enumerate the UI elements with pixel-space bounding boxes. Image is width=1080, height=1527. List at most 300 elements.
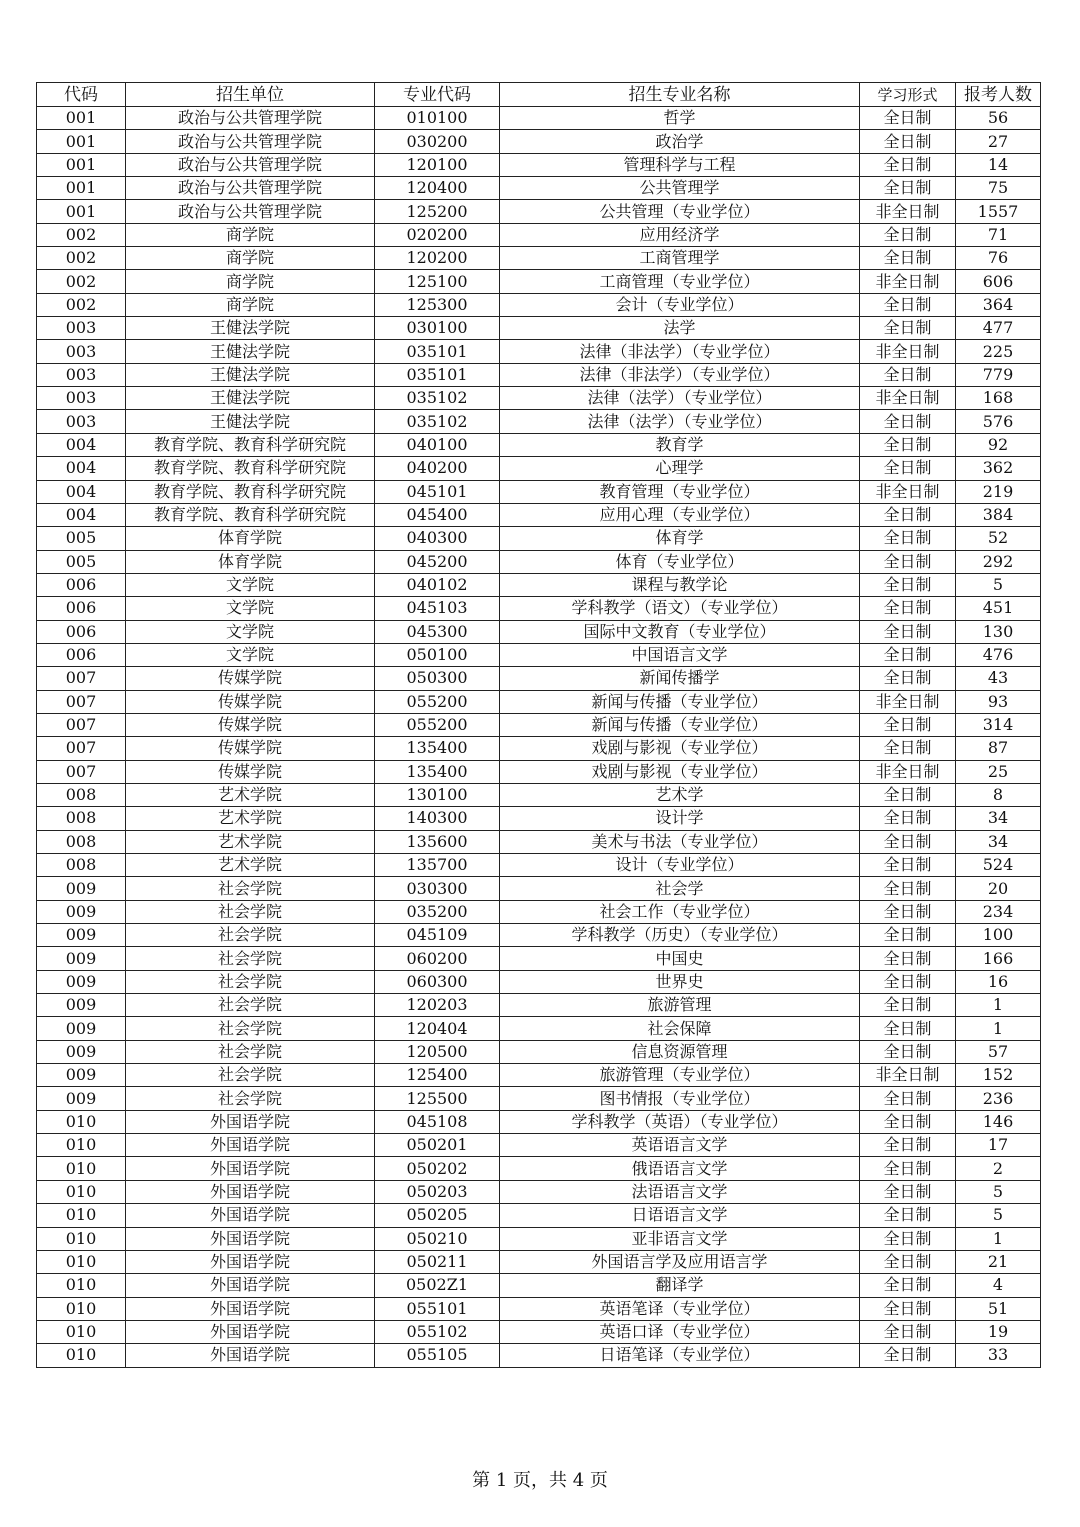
major-name-cell: 公共管理（专业学位） <box>500 200 860 223</box>
applicant-count-cell: 57 <box>956 1040 1041 1063</box>
unit-name-cell: 外国语学院 <box>126 1134 375 1157</box>
unit-name-cell: 政治与公共管理学院 <box>126 200 375 223</box>
major-name-cell: 应用经济学 <box>500 223 860 246</box>
study-mode-cell: 全日制 <box>860 783 956 806</box>
major-code-cell: 120404 <box>375 1017 500 1040</box>
applicant-count-cell: 34 <box>956 830 1041 853</box>
unit-code-cell: 007 <box>37 667 126 690</box>
unit-name-cell: 传媒学院 <box>126 690 375 713</box>
table-row <box>37 573 1041 596</box>
unit-code-cell: 009 <box>37 1017 126 1040</box>
major-code-cell: 055101 <box>375 1297 500 1320</box>
unit-name-cell: 社会学院 <box>126 1017 375 1040</box>
unit-name-cell: 传媒学院 <box>126 737 375 760</box>
major-name-cell: 日语笔译（专业学位） <box>500 1344 860 1367</box>
table-row <box>37 1087 1041 1110</box>
major-name-cell: 中国史 <box>500 947 860 970</box>
study-mode-cell: 全日制 <box>860 924 956 947</box>
unit-code-cell: 009 <box>37 1064 126 1087</box>
major-name-cell: 公共管理学 <box>500 177 860 200</box>
unit-code-cell: 008 <box>37 854 126 877</box>
major-name-cell: 法语语言文学 <box>500 1180 860 1203</box>
applicant-count-cell: 25 <box>956 760 1041 783</box>
unit-code-cell: 009 <box>37 1040 126 1063</box>
study-mode-cell: 全日制 <box>860 1110 956 1133</box>
applicant-count-cell: 576 <box>956 410 1041 433</box>
table-row <box>37 107 1041 130</box>
study-mode-cell: 全日制 <box>860 1297 956 1320</box>
major-name-cell: 戏剧与影视（专业学位） <box>500 760 860 783</box>
major-name-cell: 学科教学（英语）（专业学位） <box>500 1110 860 1133</box>
unit-name-cell: 外国语学院 <box>126 1274 375 1297</box>
unit-code-cell: 007 <box>37 713 126 736</box>
table-row <box>37 900 1041 923</box>
study-mode-cell: 全日制 <box>860 1017 956 1040</box>
unit-code-cell: 010 <box>37 1297 126 1320</box>
table-row <box>37 130 1041 153</box>
unit-code-cell: 010 <box>37 1344 126 1367</box>
applicant-count-cell: 168 <box>956 387 1041 410</box>
applicant-count-cell: 292 <box>956 550 1041 573</box>
unit-code-cell: 004 <box>37 457 126 480</box>
study-mode-cell: 全日制 <box>860 153 956 176</box>
applicant-count-cell: 87 <box>956 737 1041 760</box>
study-mode-cell: 全日制 <box>860 643 956 666</box>
applicant-count-cell: 5 <box>956 1180 1041 1203</box>
table-row <box>37 1204 1041 1227</box>
study-mode-cell: 非全日制 <box>860 340 956 363</box>
study-mode-cell: 全日制 <box>860 1157 956 1180</box>
unit-code-cell: 005 <box>37 527 126 550</box>
study-mode-cell: 全日制 <box>860 713 956 736</box>
major-code-cell: 125400 <box>375 1064 500 1087</box>
applicant-count-cell: 524 <box>956 854 1041 877</box>
major-name-cell: 戏剧与影视（专业学位） <box>500 737 860 760</box>
table-row <box>37 1344 1041 1367</box>
major-code-cell: 120203 <box>375 994 500 1017</box>
unit-name-cell: 政治与公共管理学院 <box>126 153 375 176</box>
study-mode-cell: 全日制 <box>860 410 956 433</box>
major-code-cell: 035101 <box>375 340 500 363</box>
table-header-row <box>37 83 1041 107</box>
unit-name-cell: 外国语学院 <box>126 1344 375 1367</box>
table-row <box>37 854 1041 877</box>
unit-name-cell: 社会学院 <box>126 877 375 900</box>
study-mode-cell: 非全日制 <box>860 480 956 503</box>
unit-name-cell: 商学院 <box>126 247 375 270</box>
applicant-count-cell: 314 <box>956 713 1041 736</box>
major-code-cell: 120200 <box>375 247 500 270</box>
unit-name-cell: 外国语学院 <box>126 1320 375 1343</box>
table-row <box>37 1110 1041 1133</box>
applicant-count-cell: 1 <box>956 1017 1041 1040</box>
major-code-cell: 055102 <box>375 1320 500 1343</box>
unit-code-cell: 006 <box>37 573 126 596</box>
major-name-cell: 新闻与传播（专业学位） <box>500 713 860 736</box>
major-code-cell: 050203 <box>375 1180 500 1203</box>
major-code-cell: 030300 <box>375 877 500 900</box>
unit-code-cell: 010 <box>37 1180 126 1203</box>
applicant-count-cell: 606 <box>956 270 1041 293</box>
applicant-count-cell: 219 <box>956 480 1041 503</box>
study-mode-cell: 全日制 <box>860 1204 956 1227</box>
unit-code-cell: 009 <box>37 994 126 1017</box>
applicant-count-cell: 16 <box>956 970 1041 993</box>
applicant-count-cell: 43 <box>956 667 1041 690</box>
major-name-cell: 设计学 <box>500 807 860 830</box>
major-code-cell: 130100 <box>375 783 500 806</box>
unit-name-cell: 艺术学院 <box>126 854 375 877</box>
table-row <box>37 1297 1041 1320</box>
major-name-cell: 外国语言学及应用语言学 <box>500 1250 860 1273</box>
applicant-count-cell: 476 <box>956 643 1041 666</box>
major-code-cell: 050210 <box>375 1227 500 1250</box>
unit-name-cell: 文学院 <box>126 597 375 620</box>
unit-code-cell: 010 <box>37 1204 126 1227</box>
major-name-cell: 新闻传播学 <box>500 667 860 690</box>
unit-code-cell: 009 <box>37 970 126 993</box>
major-name-cell: 教育学 <box>500 433 860 456</box>
major-name-cell: 翻译学 <box>500 1274 860 1297</box>
table-row <box>37 1134 1041 1157</box>
table-row <box>37 410 1041 433</box>
major-code-cell: 010100 <box>375 107 500 130</box>
applicant-count-cell: 384 <box>956 503 1041 526</box>
applicant-count-cell: 92 <box>956 433 1041 456</box>
table-row <box>37 1157 1041 1180</box>
applicant-count-cell: 236 <box>956 1087 1041 1110</box>
major-code-cell: 050100 <box>375 643 500 666</box>
major-code-cell: 0502Z1 <box>375 1274 500 1297</box>
unit-name-cell: 社会学院 <box>126 924 375 947</box>
major-name-cell: 法律（法学）（专业学位） <box>500 410 860 433</box>
table-row <box>37 433 1041 456</box>
study-mode-cell: 全日制 <box>860 293 956 316</box>
unit-name-cell: 社会学院 <box>126 1040 375 1063</box>
study-mode-cell: 全日制 <box>860 177 956 200</box>
unit-name-cell: 政治与公共管理学院 <box>126 130 375 153</box>
study-mode-cell: 非全日制 <box>860 760 956 783</box>
table-row <box>37 970 1041 993</box>
applicant-count-cell: 1557 <box>956 200 1041 223</box>
applicant-count-cell: 21 <box>956 1250 1041 1273</box>
study-mode-cell: 全日制 <box>860 597 956 620</box>
table-row <box>37 830 1041 853</box>
unit-code-cell: 001 <box>37 107 126 130</box>
major-name-cell: 新闻与传播（专业学位） <box>500 690 860 713</box>
study-mode-cell: 全日制 <box>860 830 956 853</box>
major-name-cell: 世界史 <box>500 970 860 993</box>
major-name-cell: 社会保障 <box>500 1017 860 1040</box>
study-mode-cell: 全日制 <box>860 1087 956 1110</box>
table-row <box>37 527 1041 550</box>
study-mode-cell: 全日制 <box>860 1250 956 1273</box>
unit-name-cell: 社会学院 <box>126 1087 375 1110</box>
major-name-cell: 中国语言文学 <box>500 643 860 666</box>
unit-code-cell: 010 <box>37 1320 126 1343</box>
unit-name-cell: 外国语学院 <box>126 1227 375 1250</box>
unit-name-cell: 文学院 <box>126 620 375 643</box>
unit-code-cell: 006 <box>37 643 126 666</box>
study-mode-cell: 全日制 <box>860 1180 956 1203</box>
study-mode-cell: 全日制 <box>860 1040 956 1063</box>
major-code-cell: 040300 <box>375 527 500 550</box>
table-row <box>37 223 1041 246</box>
applicant-count-cell: 234 <box>956 900 1041 923</box>
major-name-cell: 艺术学 <box>500 783 860 806</box>
major-name-cell: 英语口译（专业学位） <box>500 1320 860 1343</box>
table-row <box>37 1320 1041 1343</box>
table-row <box>37 1227 1041 1250</box>
table-body <box>37 107 1041 1368</box>
major-name-cell: 体育学 <box>500 527 860 550</box>
unit-name-cell: 社会学院 <box>126 947 375 970</box>
study-mode-cell: 非全日制 <box>860 200 956 223</box>
applicant-count-cell: 362 <box>956 457 1041 480</box>
table-row <box>37 1064 1041 1087</box>
applicant-count-cell: 75 <box>956 177 1041 200</box>
table-row <box>37 503 1041 526</box>
unit-code-cell: 002 <box>37 223 126 246</box>
unit-code-cell: 005 <box>37 550 126 573</box>
unit-code-cell: 003 <box>37 340 126 363</box>
study-mode-cell: 全日制 <box>860 1227 956 1250</box>
major-code-cell: 060300 <box>375 970 500 993</box>
unit-name-cell: 社会学院 <box>126 900 375 923</box>
unit-name-cell: 外国语学院 <box>126 1297 375 1320</box>
major-name-cell: 俄语语言文学 <box>500 1157 860 1180</box>
unit-code-cell: 001 <box>37 153 126 176</box>
study-mode-cell: 非全日制 <box>860 270 956 293</box>
table-row <box>37 783 1041 806</box>
study-mode-cell: 全日制 <box>860 247 956 270</box>
unit-name-cell: 商学院 <box>126 293 375 316</box>
major-code-cell: 135700 <box>375 854 500 877</box>
unit-name-cell: 王健法学院 <box>126 387 375 410</box>
major-name-cell: 学科教学（语文）（专业学位） <box>500 597 860 620</box>
unit-code-cell: 003 <box>37 317 126 340</box>
unit-code-cell: 002 <box>37 293 126 316</box>
table-row <box>37 690 1041 713</box>
unit-name-cell: 外国语学院 <box>126 1157 375 1180</box>
unit-name-cell: 文学院 <box>126 573 375 596</box>
applicant-count-cell: 51 <box>956 1297 1041 1320</box>
table-row <box>37 1040 1041 1063</box>
major-name-cell: 政治学 <box>500 130 860 153</box>
major-code-cell: 120500 <box>375 1040 500 1063</box>
major-code-cell: 120100 <box>375 153 500 176</box>
major-name-cell: 法学 <box>500 317 860 340</box>
major-code-cell: 140300 <box>375 807 500 830</box>
unit-code-cell: 003 <box>37 363 126 386</box>
major-name-cell: 信息资源管理 <box>500 1040 860 1063</box>
unit-code-cell: 004 <box>37 433 126 456</box>
unit-name-cell: 文学院 <box>126 643 375 666</box>
unit-name-cell: 体育学院 <box>126 527 375 550</box>
study-mode-cell: 全日制 <box>860 527 956 550</box>
study-mode-cell: 全日制 <box>860 573 956 596</box>
study-mode-cell: 全日制 <box>860 223 956 246</box>
unit-code-cell: 006 <box>37 620 126 643</box>
table-row <box>37 760 1041 783</box>
unit-name-cell: 教育学院、教育科学研究院 <box>126 433 375 456</box>
table-row <box>37 807 1041 830</box>
study-mode-cell: 全日制 <box>860 737 956 760</box>
unit-code-cell: 010 <box>37 1110 126 1133</box>
applicant-count-cell: 17 <box>956 1134 1041 1157</box>
study-mode-cell: 全日制 <box>860 900 956 923</box>
unit-name-cell: 教育学院、教育科学研究院 <box>126 457 375 480</box>
table-row <box>37 1180 1041 1203</box>
major-name-cell: 课程与教学论 <box>500 573 860 596</box>
study-mode-cell: 非全日制 <box>860 387 956 410</box>
applicant-count-cell: 779 <box>956 363 1041 386</box>
table-row <box>37 457 1041 480</box>
table-row <box>37 994 1041 1017</box>
table-row <box>37 947 1041 970</box>
unit-code-cell: 007 <box>37 690 126 713</box>
major-name-cell: 法律（法学）（专业学位） <box>500 387 860 410</box>
study-mode-cell: 全日制 <box>860 807 956 830</box>
unit-name-cell: 外国语学院 <box>126 1110 375 1133</box>
major-name-cell: 管理科学与工程 <box>500 153 860 176</box>
major-code-cell: 050211 <box>375 1250 500 1273</box>
major-name-cell: 旅游管理（专业学位） <box>500 1064 860 1087</box>
unit-name-cell: 外国语学院 <box>126 1250 375 1273</box>
unit-code-cell: 010 <box>37 1274 126 1297</box>
applicant-count-cell: 19 <box>956 1320 1041 1343</box>
table-row <box>37 877 1041 900</box>
major-name-cell: 工商管理（专业学位） <box>500 270 860 293</box>
major-code-cell: 035102 <box>375 410 500 433</box>
major-name-cell: 设计（专业学位） <box>500 854 860 877</box>
header-study-mode: 学习形式 <box>860 83 956 107</box>
table-row <box>37 177 1041 200</box>
unit-code-cell: 001 <box>37 177 126 200</box>
header-unit-code: 代码 <box>37 83 126 107</box>
major-name-cell: 美术与书法（专业学位） <box>500 830 860 853</box>
major-code-cell: 040102 <box>375 573 500 596</box>
unit-name-cell: 王健法学院 <box>126 340 375 363</box>
study-mode-cell: 全日制 <box>860 550 956 573</box>
table-row <box>37 270 1041 293</box>
applicant-count-cell: 130 <box>956 620 1041 643</box>
unit-code-cell: 010 <box>37 1134 126 1157</box>
study-mode-cell: 非全日制 <box>860 1064 956 1087</box>
unit-code-cell: 001 <box>37 200 126 223</box>
unit-name-cell: 艺术学院 <box>126 830 375 853</box>
table-row <box>37 1017 1041 1040</box>
applicant-count-cell: 93 <box>956 690 1041 713</box>
unit-code-cell: 010 <box>37 1157 126 1180</box>
table-row <box>37 247 1041 270</box>
major-name-cell: 心理学 <box>500 457 860 480</box>
unit-name-cell: 社会学院 <box>126 994 375 1017</box>
table-row <box>37 643 1041 666</box>
study-mode-cell: 全日制 <box>860 433 956 456</box>
applicant-count-cell: 4 <box>956 1274 1041 1297</box>
study-mode-cell: 全日制 <box>860 1134 956 1157</box>
enrollment-table <box>36 82 1041 1368</box>
major-code-cell: 035101 <box>375 363 500 386</box>
unit-name-cell: 外国语学院 <box>126 1180 375 1203</box>
major-name-cell: 应用心理（专业学位） <box>500 503 860 526</box>
unit-name-cell: 教育学院、教育科学研究院 <box>126 480 375 503</box>
major-code-cell: 135400 <box>375 737 500 760</box>
study-mode-cell: 全日制 <box>860 947 956 970</box>
unit-code-cell: 002 <box>37 247 126 270</box>
major-code-cell: 050205 <box>375 1204 500 1227</box>
major-code-cell: 035200 <box>375 900 500 923</box>
major-name-cell: 法律（非法学）（专业学位） <box>500 340 860 363</box>
major-name-cell: 体育（专业学位） <box>500 550 860 573</box>
major-name-cell: 工商管理学 <box>500 247 860 270</box>
table-row <box>37 667 1041 690</box>
unit-code-cell: 009 <box>37 1087 126 1110</box>
unit-name-cell: 王健法学院 <box>126 363 375 386</box>
study-mode-cell: 全日制 <box>860 1274 956 1297</box>
unit-code-cell: 008 <box>37 830 126 853</box>
applicant-count-cell: 1 <box>956 994 1041 1017</box>
unit-name-cell: 社会学院 <box>126 1064 375 1087</box>
unit-code-cell: 009 <box>37 877 126 900</box>
applicant-count-cell: 2 <box>956 1157 1041 1180</box>
header-major-name: 招生专业名称 <box>500 83 860 107</box>
table-row <box>37 317 1041 340</box>
unit-name-cell: 商学院 <box>126 270 375 293</box>
major-name-cell: 社会学 <box>500 877 860 900</box>
applicant-count-cell: 5 <box>956 1204 1041 1227</box>
table-row <box>37 620 1041 643</box>
unit-code-cell: 009 <box>37 900 126 923</box>
page-footer: 第 1 页，共 4 页 <box>472 1470 608 1491</box>
header-applicant-count: 报考人数 <box>956 83 1041 107</box>
applicant-count-cell: 364 <box>956 293 1041 316</box>
major-code-cell: 055200 <box>375 690 500 713</box>
major-code-cell: 030200 <box>375 130 500 153</box>
applicant-count-cell: 52 <box>956 527 1041 550</box>
unit-name-cell: 王健法学院 <box>126 317 375 340</box>
unit-code-cell: 008 <box>37 783 126 806</box>
major-name-cell: 国际中文教育（专业学位） <box>500 620 860 643</box>
applicant-count-cell: 1 <box>956 1227 1041 1250</box>
major-code-cell: 060200 <box>375 947 500 970</box>
study-mode-cell: 全日制 <box>860 107 956 130</box>
major-code-cell: 050201 <box>375 1134 500 1157</box>
study-mode-cell: 全日制 <box>860 503 956 526</box>
major-code-cell: 055200 <box>375 713 500 736</box>
unit-name-cell: 艺术学院 <box>126 807 375 830</box>
major-name-cell: 日语语言文学 <box>500 1204 860 1227</box>
major-name-cell: 教育管理（专业学位） <box>500 480 860 503</box>
study-mode-cell: 全日制 <box>860 994 956 1017</box>
unit-code-cell: 004 <box>37 503 126 526</box>
major-name-cell: 会计（专业学位） <box>500 293 860 316</box>
study-mode-cell: 非全日制 <box>860 690 956 713</box>
unit-code-cell: 001 <box>37 130 126 153</box>
major-code-cell: 055105 <box>375 1344 500 1367</box>
unit-code-cell: 010 <box>37 1250 126 1273</box>
study-mode-cell: 全日制 <box>860 620 956 643</box>
applicant-count-cell: 76 <box>956 247 1041 270</box>
major-code-cell: 120400 <box>375 177 500 200</box>
major-name-cell: 亚非语言文学 <box>500 1227 860 1250</box>
table-row <box>37 597 1041 620</box>
applicant-count-cell: 34 <box>956 807 1041 830</box>
unit-code-cell: 003 <box>37 387 126 410</box>
unit-name-cell: 教育学院、教育科学研究院 <box>126 503 375 526</box>
applicant-count-cell: 14 <box>956 153 1041 176</box>
